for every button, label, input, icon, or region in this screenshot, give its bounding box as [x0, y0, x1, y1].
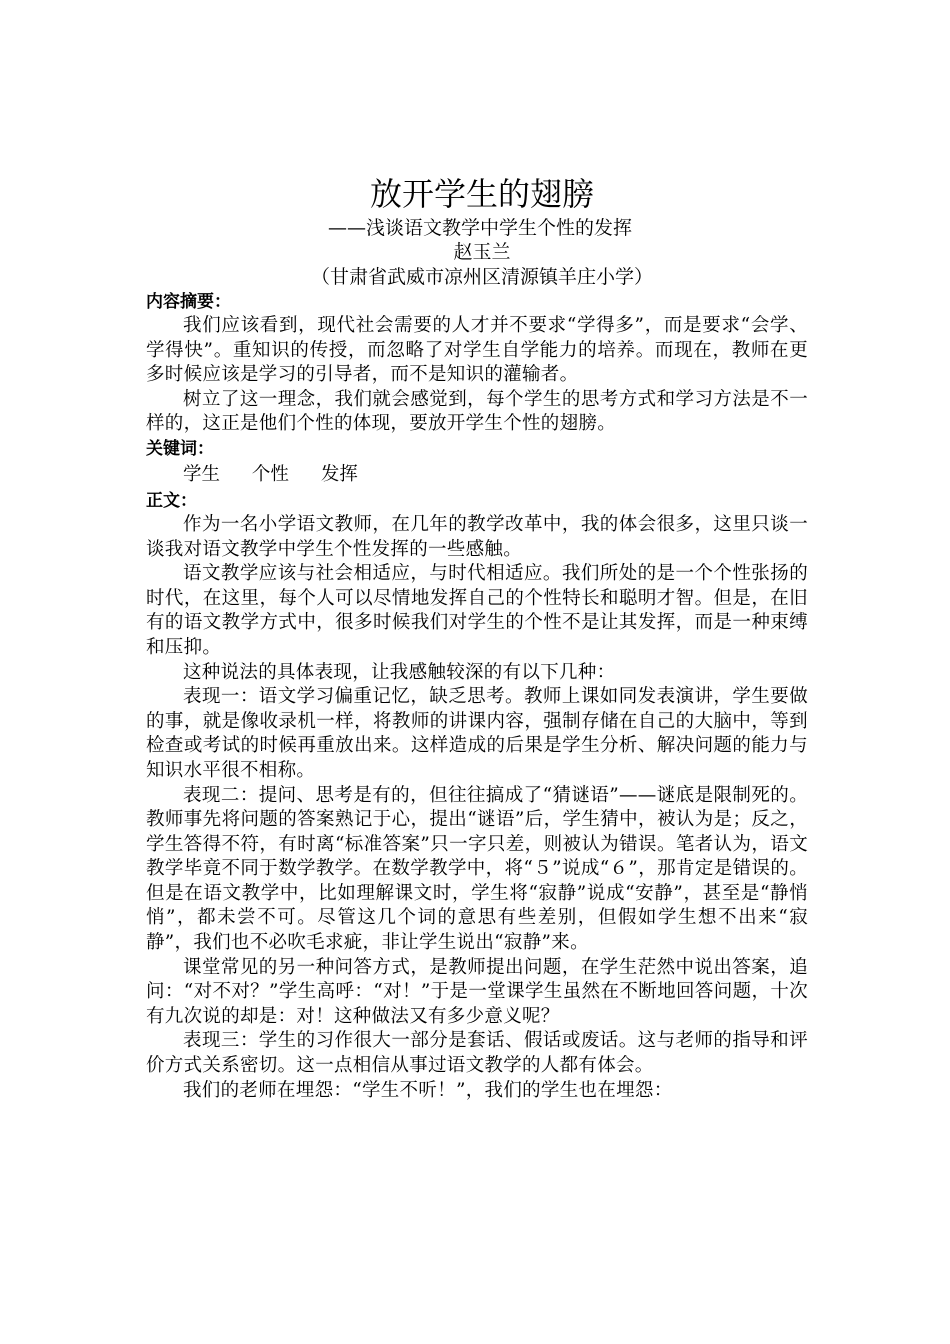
body-label: 正文：	[146, 490, 197, 511]
body-paragraph: 这种说法的具体表现，让我感触较深的有以下几种：	[183, 661, 616, 683]
keywords-list	[146, 461, 808, 489]
body-paragraph: 表现一：语文学习偏重记忆，缺乏思考。教师上课如同发表演讲，学生要做的事，就是像收录机一样，将教师的讲课内容，强制存储在自己的大脑中，等到检查或考试的时候再重放出来。这样造成的后果是学生分析、解决问题的能力与知识水平很不相称。	[146, 686, 808, 781]
abstract-label: 内容摘要：	[146, 292, 231, 312]
abstract-paragraph: 我们应该看到，现代社会需要的人才并不要求“学得多”，而是要求“会学、学得快”。重知识的传授，而忽略了对学生自学能力的培养。而现在，教师在更多时候应该是学习的引导者，而不是知识的灌输者。	[146, 315, 808, 386]
author-affiliation: （甘肃省武威市凉州区清源镇羊庄小学）	[310, 266, 653, 288]
keywords-label: 关键词：	[146, 438, 214, 459]
document-page	[146, 172, 808, 1103]
body-paragraph: 语文教学应该与社会相适应，与时代相适应。我们所处的是一个个性张扬的时代，在这里，每个人可以尽情地发挥自己的个性特长和聪明才智。但是，在旧有的语文教学方式中，很多时候我们对学生的个性不是让其发挥，而是一种束缚和压抑。	[146, 563, 808, 658]
keyword-item: 学生	[183, 463, 221, 485]
abstract-paragraph: 树立了这一理念，我们就会感觉到，每个学生的思考方式和学习方法是不一样的，这正是他们个性的体现，要放开学生个性的翅膀。	[146, 388, 808, 435]
document-title: 放开学生的翅膀	[369, 175, 594, 213]
keyword-item: 个性	[251, 463, 289, 485]
body-paragraph: 作为一名小学语文教师，在几年的教学改革中，我的体会很多，这里只谈一谈我对语文教学中学生个性发挥的一些感触。	[146, 513, 808, 560]
document-subtitle: ——浅谈语文教学中学生个性的发挥	[327, 217, 632, 239]
body-paragraph: 我们的老师在埋怨：“学生不听！”，我们的学生也在埋怨：	[183, 1079, 673, 1101]
body-paragraph: 课堂常见的另一种问答方式，是教师提出问题，在学生茫然中说出答案，追问：“对不对？”学生高呼：“对！”于是一堂课学生虽然在不断地回答问题，十次有九次说的却是：对！这种做法又有多少意义呢？	[146, 956, 808, 1027]
author-name: 赵玉兰	[453, 241, 511, 263]
keyword-item: 发挥	[320, 463, 358, 485]
body-paragraph: 表现三：学生的习作很大一部分是套话、假话或废话。这与老师的指导和评价方式关系密切。这一点相信从事过语文教学的人都有体会。	[146, 1030, 808, 1077]
body-paragraph: 表现二：提问、思考是有的，但往往搞成了“猜谜语”——谜底是限制死的。教师事先将问题的答案熟记于心，提出“谜语”后，学生猜中，被认为是；反之，学生答得不符，有时离“标准答案”只一字只差，则被认为错误。笔者认为，语文教学毕竟不同于数学教学。在数学教学中，将“５”说成“６”，那肯定是错误的。但是在语文教学中，比如理解课文时，学生将“寂静”说成“安静”，甚至是“静悄悄”，都未尝不可。尽管这几个词的意思有些差别，但假如学生想不出来“寂静”，我们也不必吹毛求疵，非让学生说出“寂静”来。	[146, 784, 808, 954]
